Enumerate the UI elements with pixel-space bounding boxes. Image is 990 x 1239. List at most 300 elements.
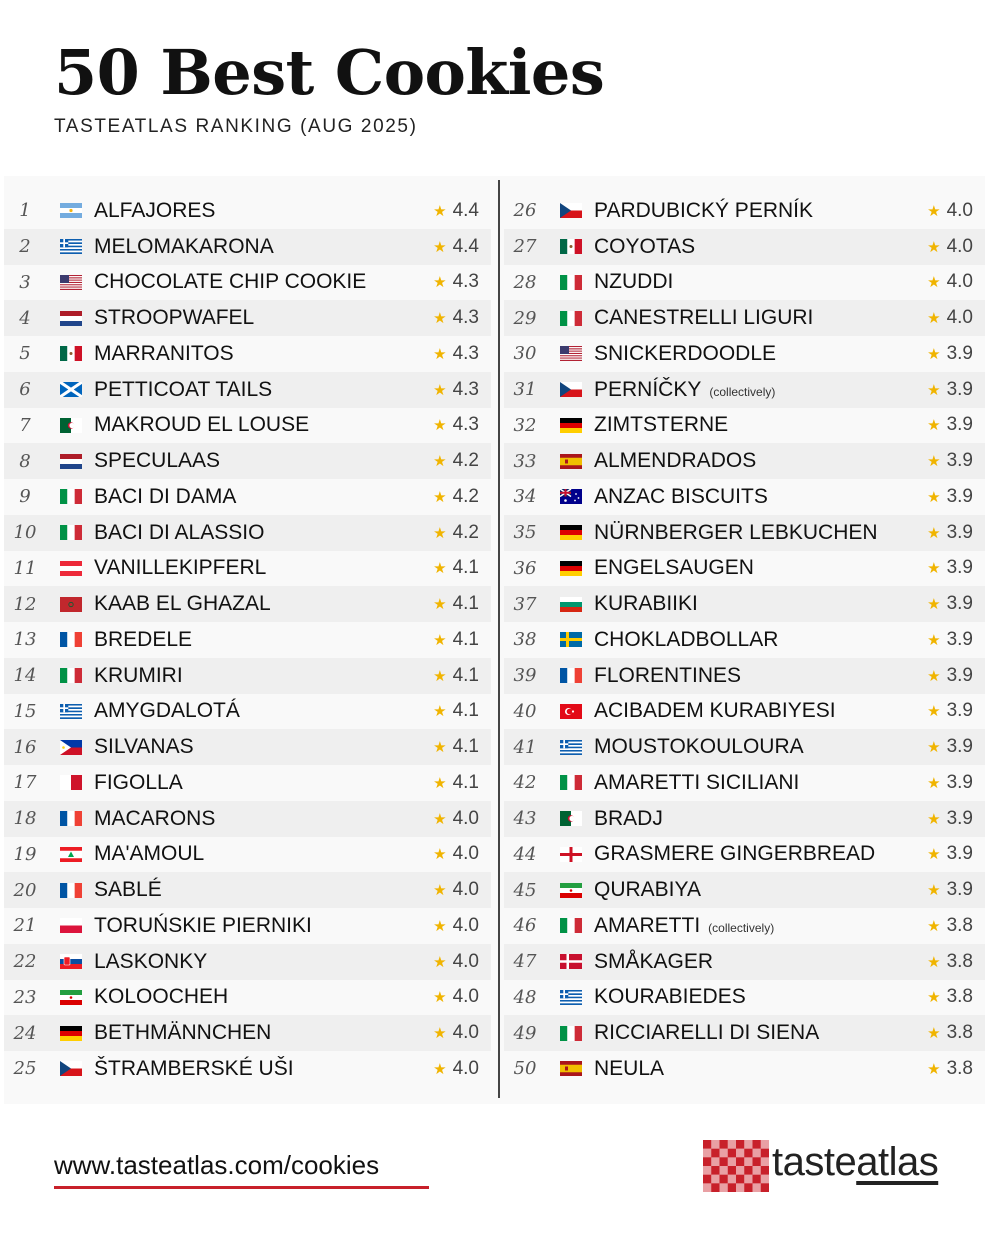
- rating-value: 4.0: [946, 199, 973, 221]
- cookie-name: AMARETTI: [594, 913, 701, 937]
- rating-value: 3.8: [946, 950, 973, 972]
- rating: [433, 593, 479, 615]
- star-icon: ★: [433, 667, 447, 685]
- star-icon: ★: [927, 524, 941, 542]
- rank-number: 5: [19, 343, 31, 365]
- ranking-row: [504, 694, 985, 730]
- rank-number: 42: [513, 772, 537, 794]
- ranking-row: [4, 515, 491, 551]
- cookie-name: KAAB EL GHAZAL: [94, 592, 271, 616]
- mexico-flag-icon: [560, 239, 582, 254]
- star-icon: ★: [927, 345, 941, 363]
- rating-value: 3.9: [946, 736, 973, 758]
- cookie-name-cell: [94, 878, 491, 902]
- rating: [433, 665, 479, 687]
- rating-value: 4.0: [452, 986, 479, 1008]
- cookie-name-cell: [94, 699, 491, 723]
- rating: [927, 414, 973, 436]
- cookie-name-cell: [94, 914, 491, 938]
- cookie-name: KURABIIKI: [594, 592, 698, 616]
- rank-number: 21: [13, 915, 37, 937]
- sweden-flag-icon: [560, 632, 582, 647]
- page-title: 50 Best Cookies: [54, 36, 605, 109]
- star-icon: ★: [927, 989, 941, 1007]
- cookie-name: CANESTRELLI LIGURI: [594, 306, 814, 330]
- cookie-name: ACIBADEM KURABIYESI: [594, 699, 836, 723]
- ranking-row: [4, 265, 491, 301]
- algeria-flag-icon: [560, 811, 582, 826]
- rank-number: 1: [19, 200, 31, 222]
- rank-number: 33: [513, 450, 537, 472]
- cookie-name-cell: [94, 735, 491, 759]
- rating-value: 3.9: [946, 664, 973, 686]
- ranking-row: [4, 694, 491, 730]
- logo-text-taste: taste: [772, 1140, 857, 1184]
- rating-value: 3.9: [946, 700, 973, 722]
- cookie-name: BACI DI ALASSIO: [94, 520, 265, 544]
- rank-number: 11: [13, 557, 37, 579]
- cookie-name-cell: [94, 485, 491, 509]
- rank-number: 31: [513, 379, 537, 401]
- italy-flag-icon: [560, 275, 582, 290]
- czech-flag-icon: [560, 382, 582, 397]
- austria-flag-icon: [60, 561, 82, 576]
- ranking-row: [504, 908, 985, 944]
- cookie-name: COYOTAS: [594, 234, 696, 258]
- rating: [433, 271, 479, 293]
- germany-flag-icon: [560, 418, 582, 433]
- star-icon: ★: [433, 1025, 447, 1043]
- star-icon: ★: [927, 238, 941, 256]
- star-icon: ★: [433, 488, 447, 506]
- france-flag-icon: [60, 632, 82, 647]
- cookie-name: ENGELSAUGEN: [594, 556, 754, 580]
- cookie-name: BRADJ: [594, 806, 663, 830]
- greece-flag-icon: [60, 704, 82, 719]
- star-icon: ★: [433, 417, 447, 435]
- rating-value: 3.8: [946, 914, 973, 936]
- cookie-name: PETTICOAT TAILS: [94, 377, 273, 401]
- page-subtitle: TASTEATLAS RANKING (AUG 2025): [54, 116, 418, 137]
- rating: [927, 736, 973, 758]
- rating: [927, 236, 973, 258]
- ranking-row: [4, 729, 491, 765]
- cookie-name: MOUSTOKOULOURA: [594, 735, 804, 759]
- rating-value: 4.0: [946, 307, 973, 329]
- star-icon: ★: [927, 739, 941, 757]
- rank-number: 13: [13, 629, 37, 651]
- rank-number: 15: [13, 700, 37, 722]
- ranking-row: [4, 408, 491, 444]
- germany-flag-icon: [60, 1026, 82, 1041]
- rating: [433, 236, 479, 258]
- ranking-row: [4, 1051, 491, 1087]
- star-icon: ★: [927, 417, 941, 435]
- rank-number: 45: [513, 879, 537, 901]
- star-icon: ★: [927, 953, 941, 971]
- rating: [433, 772, 479, 794]
- rating: [433, 1022, 479, 1044]
- rating-value: 4.1: [452, 771, 479, 793]
- cookie-note: (collectively): [709, 384, 776, 399]
- ranking-row: [504, 765, 985, 801]
- czech-flag-icon: [560, 203, 582, 218]
- cookie-name: PARDUBICKÝ PERNÍK: [594, 198, 813, 222]
- ranking-row: [504, 300, 985, 336]
- star-icon: ★: [927, 774, 941, 792]
- cookie-name: FIGOLLA: [94, 770, 183, 794]
- ranking-row: [4, 193, 491, 229]
- rating-value: 4.0: [946, 235, 973, 257]
- rating-value: 3.9: [946, 807, 973, 829]
- cookie-name-cell: [94, 807, 491, 831]
- rating: [927, 700, 973, 722]
- ranking-row: [504, 980, 985, 1016]
- england-flag-icon: [560, 847, 582, 862]
- rank-number: 25: [13, 1058, 37, 1080]
- rating-value: 4.1: [452, 700, 479, 722]
- ranking-row: [4, 372, 491, 408]
- spain-flag-icon: [560, 1061, 582, 1076]
- morocco-flag-icon: [60, 597, 82, 612]
- rating: [433, 879, 479, 901]
- rank-number: 18: [13, 808, 37, 830]
- cookie-name: MACARONS: [94, 806, 216, 830]
- ranking-row: [504, 372, 985, 408]
- cookie-name-cell: [94, 1057, 491, 1081]
- cookie-name: ALFAJORES: [94, 198, 216, 222]
- rank-number: 44: [513, 843, 537, 865]
- ranking-row: [504, 944, 985, 980]
- cookie-name: AMARETTI SICILIANI: [594, 770, 800, 794]
- algeria-flag-icon: [60, 418, 82, 433]
- cookie-name: PERNÍČKY: [594, 377, 702, 401]
- rank-number: 22: [13, 951, 37, 973]
- cookie-name: CHOKLADBOLLAR: [594, 627, 779, 651]
- cookie-name: AMYGDALOTÁ: [94, 699, 240, 723]
- link-underline: [54, 1186, 429, 1189]
- cookie-name: MAKROUD EL LOUSE: [94, 413, 310, 437]
- ranking-row: [504, 622, 985, 658]
- germany-flag-icon: [560, 561, 582, 576]
- rank-number: 14: [13, 665, 37, 687]
- rating-value: 4.3: [452, 307, 479, 329]
- ranking-row: [504, 336, 985, 372]
- star-icon: ★: [433, 953, 447, 971]
- cookie-name: MELOMAKARONA: [94, 234, 274, 258]
- star-icon: ★: [927, 917, 941, 935]
- ranking-row: [504, 193, 985, 229]
- italy-flag-icon: [60, 525, 82, 540]
- ranking-row: [504, 551, 985, 587]
- rank-number: 19: [13, 843, 37, 865]
- poland-flag-icon: [60, 918, 82, 933]
- spain-flag-icon: [560, 454, 582, 469]
- tasteatlas-logo-icon: [703, 1140, 769, 1192]
- rating: [927, 522, 973, 544]
- rating-value: 3.9: [946, 557, 973, 579]
- rank-number: 35: [513, 522, 537, 544]
- rank-number: 24: [13, 1022, 37, 1044]
- rating-value: 3.9: [946, 521, 973, 543]
- ranking-row: [4, 622, 491, 658]
- rating: [927, 915, 973, 937]
- rank-number: 36: [513, 557, 537, 579]
- star-icon: ★: [927, 810, 941, 828]
- star-icon: ★: [927, 381, 941, 399]
- mexico-flag-icon: [60, 346, 82, 361]
- rating: [927, 271, 973, 293]
- rank-number: 16: [13, 736, 37, 758]
- italy-flag-icon: [560, 1026, 582, 1041]
- netherlands-flag-icon: [60, 311, 82, 326]
- rating-value: 3.9: [946, 342, 973, 364]
- cookie-name-cell: [94, 342, 491, 366]
- cookie-name: KOURABIEDES: [594, 985, 746, 1009]
- rating-value: 4.4: [452, 199, 479, 221]
- ranking-row: [4, 658, 491, 694]
- website-link[interactable]: www.tasteatlas.com/cookies: [54, 1150, 380, 1180]
- rating: [433, 343, 479, 365]
- rating: [433, 629, 479, 651]
- star-icon: ★: [927, 703, 941, 721]
- rank-number: 2: [19, 236, 31, 258]
- cookie-name: SABLÉ: [94, 878, 162, 902]
- rating-value: 4.1: [452, 557, 479, 579]
- rank-number: 50: [513, 1058, 537, 1080]
- cookie-name-cell: [94, 664, 491, 688]
- cookie-name-cell: [94, 1021, 491, 1045]
- rating: [433, 1058, 479, 1080]
- cookie-name: NZUDDI: [594, 270, 674, 294]
- star-icon: ★: [433, 596, 447, 614]
- cookie-name-cell: [94, 521, 491, 545]
- rating-value: 4.2: [452, 485, 479, 507]
- rating-value: 3.9: [946, 593, 973, 615]
- rating-value: 3.8: [946, 986, 973, 1008]
- rating: [927, 772, 973, 794]
- logo-text-atlas: atlas: [856, 1140, 939, 1184]
- rating: [927, 557, 973, 579]
- australia-flag-icon: [560, 489, 582, 504]
- cookie-name: NÜRNBERGER LEBKUCHEN: [594, 520, 878, 544]
- rating-value: 4.0: [452, 1057, 479, 1079]
- rank-number: 20: [13, 879, 37, 901]
- ranking-column-left: [4, 193, 491, 1087]
- rank-number: 12: [13, 593, 37, 615]
- tasteatlas-logo-text: [772, 1140, 938, 1185]
- ranking-row: [4, 908, 491, 944]
- cookie-name-cell: [94, 306, 491, 330]
- cookie-note: (collectively): [708, 920, 775, 935]
- star-icon: ★: [433, 989, 447, 1007]
- ranking-row: [504, 515, 985, 551]
- rating: [927, 986, 973, 1008]
- rating: [433, 486, 479, 508]
- cookie-name: SILVANAS: [94, 735, 194, 759]
- ranking-row: [4, 479, 491, 515]
- rank-number: 3: [19, 271, 31, 293]
- denmark-flag-icon: [560, 954, 582, 969]
- rank-number: 8: [19, 450, 31, 472]
- rank-number: 7: [19, 414, 31, 436]
- italy-flag-icon: [60, 668, 82, 683]
- star-icon: ★: [433, 202, 447, 220]
- cookie-name-cell: [94, 985, 491, 1009]
- netherlands-flag-icon: [60, 454, 82, 469]
- czech-flag-icon: [60, 1061, 82, 1076]
- star-icon: ★: [927, 1025, 941, 1043]
- rating: [433, 557, 479, 579]
- cookie-name: QURABIYA: [594, 878, 701, 902]
- ranking-row: [504, 1051, 985, 1087]
- ranking-row: [4, 872, 491, 908]
- rank-number: 39: [513, 665, 537, 687]
- rating-value: 3.9: [946, 378, 973, 400]
- star-icon: ★: [433, 238, 447, 256]
- rating: [433, 986, 479, 1008]
- italy-flag-icon: [560, 311, 582, 326]
- rank-number: 37: [513, 593, 537, 615]
- lebanon-flag-icon: [60, 847, 82, 862]
- rating: [927, 808, 973, 830]
- rank-number: 40: [513, 700, 537, 722]
- rating: [927, 951, 973, 973]
- rating: [433, 522, 479, 544]
- cookie-name: ANZAC BISCUITS: [594, 484, 768, 508]
- cookie-name-cell: [94, 235, 491, 259]
- rank-number: 41: [513, 736, 537, 758]
- cookie-name: RICCIARELLI DI SIENA: [594, 1021, 820, 1045]
- star-icon: ★: [927, 667, 941, 685]
- star-icon: ★: [433, 846, 447, 864]
- cookie-name-cell: [94, 378, 491, 402]
- rating-value: 3.9: [946, 628, 973, 650]
- ranking-row: [4, 300, 491, 336]
- rating-value: 4.1: [452, 664, 479, 686]
- star-icon: ★: [433, 739, 447, 757]
- rating-value: 4.2: [452, 450, 479, 472]
- cookie-name: FLORENTINES: [594, 663, 742, 687]
- rating: [927, 379, 973, 401]
- rank-number: 17: [13, 772, 37, 794]
- slovakia-flag-icon: [60, 954, 82, 969]
- ranking-row: [4, 980, 491, 1016]
- rating-value: 3.8: [946, 1057, 973, 1079]
- rating-value: 3.9: [946, 879, 973, 901]
- rating-value: 4.3: [452, 378, 479, 400]
- ranking-row: [4, 944, 491, 980]
- star-icon: ★: [433, 345, 447, 363]
- ranking-row: [504, 265, 985, 301]
- ranking-row: [504, 408, 985, 444]
- rating: [433, 808, 479, 830]
- rating-value: 4.0: [946, 271, 973, 293]
- rank-number: 38: [513, 629, 537, 651]
- header: [54, 38, 604, 138]
- cookie-name: TORUŃSKIE PIERNIKI: [94, 913, 312, 937]
- rating: [927, 486, 973, 508]
- rank-number: 32: [513, 414, 537, 436]
- philippines-flag-icon: [60, 740, 82, 755]
- rank-number: 29: [513, 307, 537, 329]
- rating-value: 4.0: [452, 807, 479, 829]
- rank-number: 9: [19, 486, 31, 508]
- cookie-name: ZIMTSTERNE: [594, 413, 729, 437]
- rating-value: 4.4: [452, 235, 479, 257]
- cookie-name-cell: [94, 771, 491, 795]
- germany-flag-icon: [560, 525, 582, 540]
- greece-flag-icon: [60, 239, 82, 254]
- star-icon: ★: [927, 274, 941, 292]
- star-icon: ★: [927, 453, 941, 471]
- column-divider: [498, 180, 500, 1098]
- rank-number: 30: [513, 343, 537, 365]
- usa-flag-icon: [560, 346, 582, 361]
- rating-value: 4.0: [452, 914, 479, 936]
- scotland-flag-icon: [60, 382, 82, 397]
- rank-number: 48: [513, 986, 537, 1008]
- rank-number: 10: [13, 522, 37, 544]
- ranking-row: [504, 837, 985, 873]
- rating: [433, 307, 479, 329]
- star-icon: ★: [927, 846, 941, 864]
- cookie-name-cell: [94, 842, 491, 866]
- rating: [433, 379, 479, 401]
- rating: [927, 307, 973, 329]
- rating-value: 4.1: [452, 628, 479, 650]
- ranking-row: [4, 229, 491, 265]
- cookie-name: LASKONKY: [94, 949, 208, 973]
- rank-number: 47: [513, 951, 537, 973]
- rating: [433, 843, 479, 865]
- star-icon: ★: [927, 596, 941, 614]
- rank-number: 34: [513, 486, 537, 508]
- ranking-row: [504, 801, 985, 837]
- cookie-name: ALMENDRADOS: [594, 449, 757, 473]
- rank-number: 43: [513, 808, 537, 830]
- star-icon: ★: [433, 703, 447, 721]
- ranking-row: [4, 443, 491, 479]
- cookie-name-cell: [94, 449, 491, 473]
- rating: [927, 1022, 973, 1044]
- rating: [927, 450, 973, 472]
- italy-flag-icon: [60, 489, 82, 504]
- star-icon: ★: [433, 810, 447, 828]
- ranking-row: [504, 479, 985, 515]
- rating: [927, 593, 973, 615]
- ranking-row: [504, 1015, 985, 1051]
- star-icon: ★: [433, 917, 447, 935]
- rating-value: 4.0: [452, 950, 479, 972]
- italy-flag-icon: [560, 918, 582, 933]
- iran-flag-icon: [60, 990, 82, 1005]
- rank-number: 6: [19, 379, 31, 401]
- cookie-name: ŠTRAMBERSKÉ UŠI: [94, 1056, 294, 1080]
- ranking-row: [504, 872, 985, 908]
- star-icon: ★: [433, 524, 447, 542]
- cookie-name: CHOCOLATE CHIP COOKIE: [94, 270, 367, 294]
- greece-flag-icon: [560, 740, 582, 755]
- iran-flag-icon: [560, 883, 582, 898]
- ranking-row: [4, 837, 491, 873]
- ranking-row: [4, 336, 491, 372]
- star-icon: ★: [433, 774, 447, 792]
- rating-value: 3.9: [946, 414, 973, 436]
- greece-flag-icon: [560, 990, 582, 1005]
- star-icon: ★: [433, 631, 447, 649]
- cookie-name: MARRANITOS: [94, 341, 234, 365]
